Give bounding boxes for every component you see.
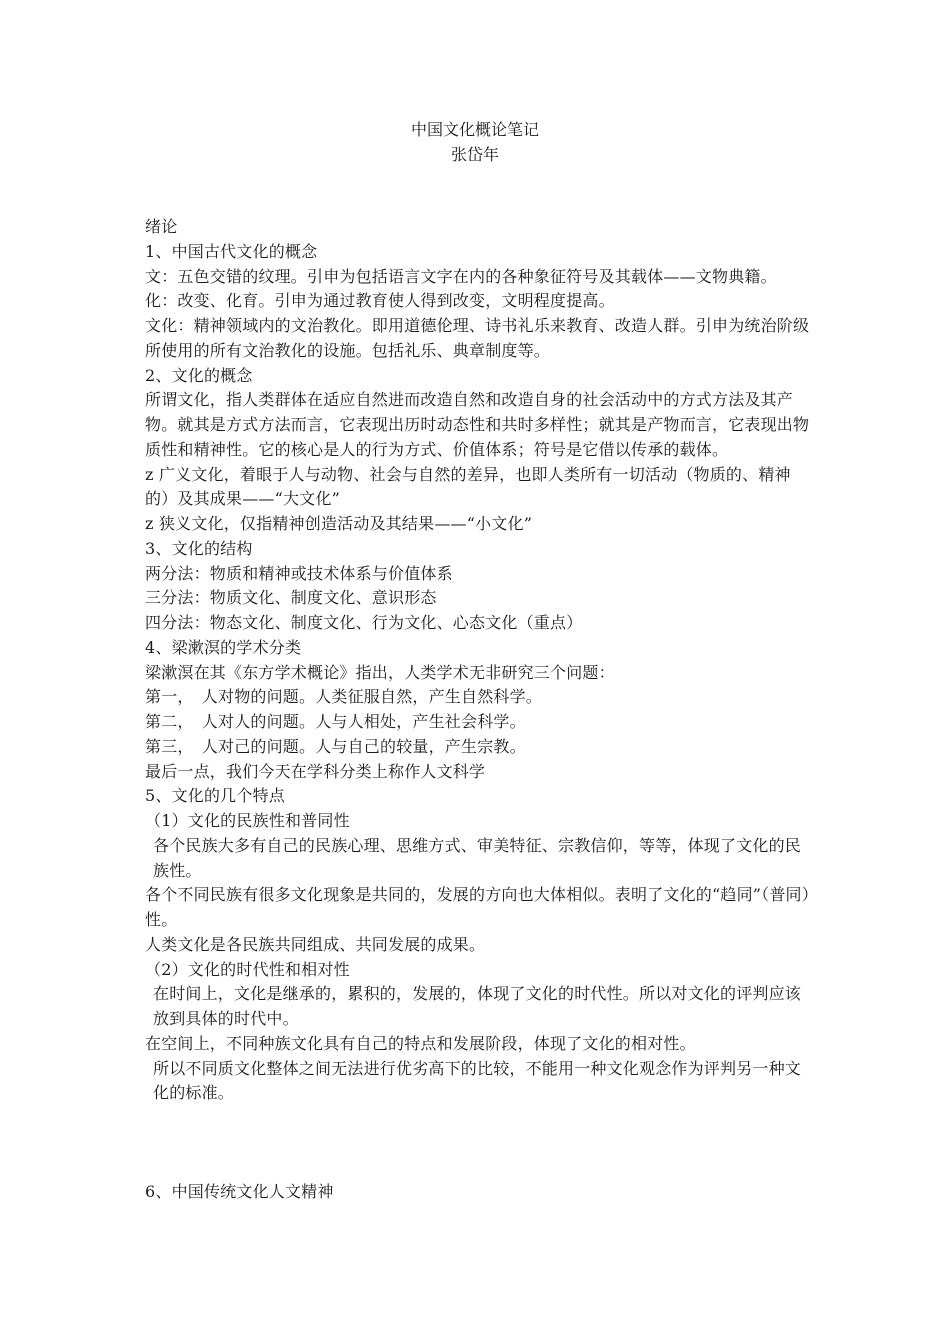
section-3-line-2: 三分法：物质文化、制度文化、意识形态 (145, 588, 437, 608)
section-2-bullet-2: z 狭义文化，仅指精神创造活动及其结果——“小文化” (145, 514, 533, 533)
section-1-paragraph-3: 文化：精神领域内的文治教化。即用道德伦理、诗书礼乐来教育、改造人群。引申为统治阶级所使用的所有文治教化的设施。包括礼乐、典章制度等。 (145, 316, 810, 360)
section-4-heading: 4、梁漱溟的学术分类 (145, 637, 302, 657)
document-author: 张岱年 (450, 145, 499, 164)
section-1-paragraph-2: 化：改变、化育。引申为通过教育使人得到改变，文明程度提高。 (145, 291, 615, 311)
section-2-bullet-1: z 广义文化，着眼于人与动物、社会与自然的差异，也即人类所有一切活动（物质的、精神的）及其成果——“大文化” (145, 464, 791, 509)
section-5-subheading-2: （2）文化的时代性和相对性 (145, 959, 350, 979)
section-4-line-2: 第一， 人对物的问题。人类征服自然，产生自然科学。 (145, 687, 543, 707)
section-5-paragraph-2: 各个不同民族有很多文化现象是共同的，发展的方向也大体相似。表明了文化的“趋同”（普同）性。 (145, 885, 810, 929)
section-3-line-1: 两分法：物质和精神或技术体系与价值体系 (145, 563, 453, 583)
section-spacer (145, 1106, 813, 1180)
document-title: 中国文化概论笔记 (410, 120, 539, 139)
section-1-heading: 1、中国古代文化的概念 (145, 241, 318, 261)
section-3-heading: 3、文化的结构 (145, 538, 253, 558)
section-6-heading: 6、中国传统文化人文精神 (145, 1182, 334, 1201)
section-5-paragraph-5: 在空间上，不同种族文化具有自己的特点和发展阶段，体现了文化的相对性。 (145, 1033, 696, 1053)
section-4-line-3: 第二， 人对人的问题。人与人相处，产生社会科学。 (145, 712, 526, 731)
section-2-heading: 2、文化的概念 (145, 365, 253, 385)
intro-heading: 绪论 (145, 217, 178, 236)
section-5-heading: 5、文化的几个特点 (145, 786, 285, 806)
document-body (145, 215, 813, 1205)
section-1-paragraph-1: 文：五色交错的纹理。引申为包括语言文字在内的各种象征符号及其载体——文物典籍。 (145, 266, 777, 286)
section-3-line-3: 四分法：物态文化、制度文化、行为文化、心态文化（重点） (145, 613, 583, 632)
section-5-paragraph-6: 所以不同质文化整体之间无法进行优劣高下的比较，不能用一种文化观念作为评判另一种文化的标准。 (153, 1058, 802, 1103)
section-4-line-4: 第三， 人对己的问题。人与自己的较量，产生宗教。 (145, 736, 526, 756)
section-5-paragraph-3: 人类文化是各民族共同组成、共同发展的成果。 (145, 934, 486, 954)
section-5-paragraph-1: 各个民族大多有自己的民族心理、思维方式、审美特征、宗教信仰，等等，体现了文化的民族性。 (153, 835, 802, 880)
section-4-line-5: 最后一点，我们今天在学科分类上称作人文科学 (145, 761, 486, 781)
section-5-paragraph-4: 在时间上，文化是继承的，累积的，发展的，体现了文化的时代性。所以对文化的评判应该放到具体的时代中。 (153, 984, 802, 1028)
section-2-paragraph-1: 所谓文化，指人类群体在适应自然进而改造自然和改造自身的社会活动中的方式方法及其产物。就其是方式方法而言，它表现出历时动态性和共时多样性；就其是产物而言，它表现出物质性和精神性。它的核心是人的行为方式、价值体系；符号是它借以传承的载体。 (145, 390, 810, 459)
section-4-line-1: 梁漱溟在其《东方学术概论》指出，人类学术无非研究三个问题： (145, 662, 615, 682)
section-5-subheading-1: （1）文化的民族性和普同性 (145, 811, 350, 830)
